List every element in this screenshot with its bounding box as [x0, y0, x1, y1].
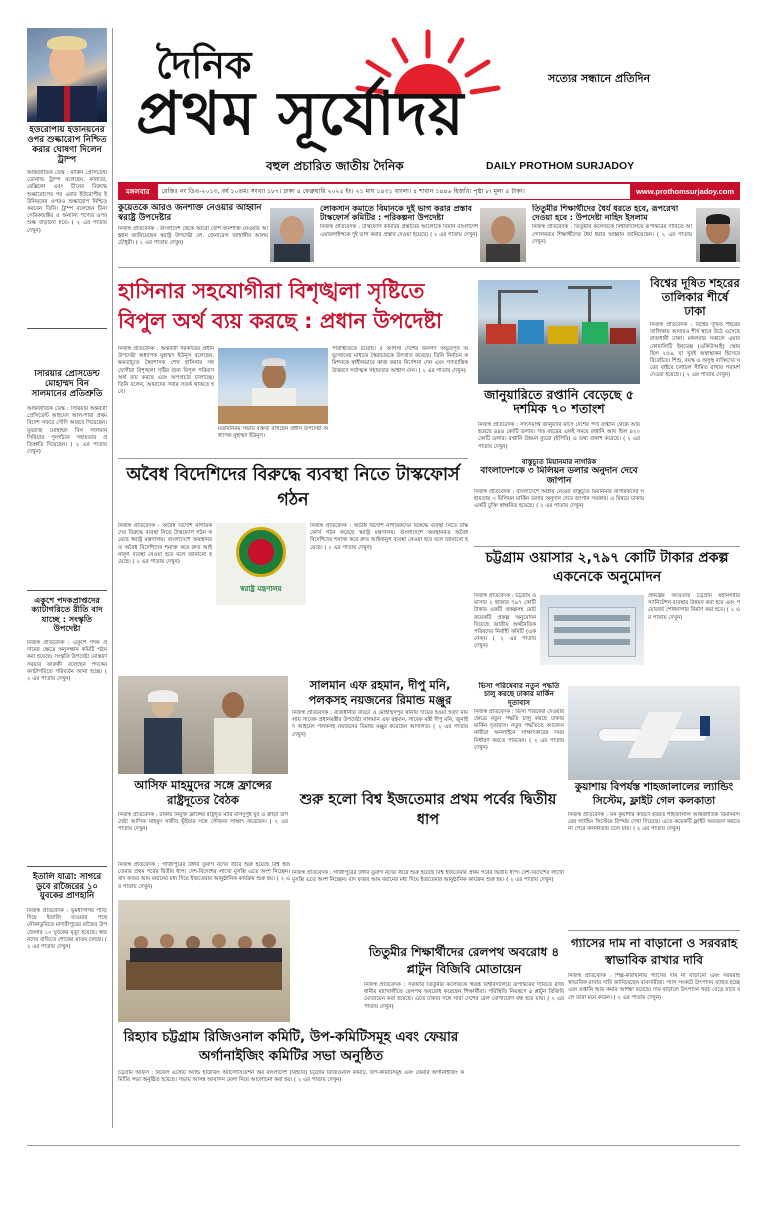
titumir-body: নিজস্ব প্রতিবেদক : সরকারি তিতুমীর কলেজকে স্বতন্ত্র বিশ্ববিদ্যালয়ে রূপান্তরের দাবিতে রাজধানীর মহাখালীতে রেলপথ অবরোধ করেছেন শিক্ষার্থীরা। পরিস্থিতি নিয়ন্ত্রণে ৪ প্লাটুন বিজিবি মোতায়েন করা হয়েছে। এতে ঢাকার সঙ্গে সারা দেশের রেল যোগাযোগ বন্ধ হয়ে যায়। ( ২ এর পাতায় দেখুন) — [364, 982, 564, 1010]
asif-headline: আসিফ মাহমুদের সঙ্গে ফ্রান্সের রাষ্ট্রদূতের বৈঠক — [134, 778, 272, 807]
visa-story — [474, 682, 564, 792]
planning-adviser-photo — [480, 208, 526, 262]
home-ministry-logo — [216, 523, 306, 605]
rehab-meeting-photo — [118, 900, 290, 1022]
fog-headline: কুয়াশায় বিপর্যস্ত শাহজালালের ল্যান্ডিং সিস্টেম, ফ্লাইট গেল কলকাতা — [574, 781, 734, 807]
top-strip-item-2 — [320, 204, 478, 266]
top-strip-1-body: নিজস্ব প্রতিবেদক : বাংলাদেশ থেকে আরো বেশি জনশক্তি নেওয়ার আহ্বান জানিয়েছেন স্বরাষ্ট্র উপদেষ্টা লে. জেনারেল জাহাঙ্গীর আলম চৌধুরী। ( ২ এর পাতায় দেখুন) — [118, 225, 268, 246]
ijtema-story — [292, 790, 564, 864]
lead-story — [118, 276, 468, 450]
top-strip-1-headline: কুয়েতকে আরও জনশক্তি নেওয়ার আহ্বান স্বরাষ্ট্র উপদেষ্টার — [118, 204, 262, 223]
wasa-building-photo — [540, 595, 644, 665]
rehab-body: চট্টগ্রাম অফিস : রিয়েল এস্টেট অ্যান্ড হাউজিং অ্যাসোসিয়েশন অব বাংলাদেশ (রিহ্যাব) চট্টগ্রাম রিজিওনাল কমিটি, উপ-কমিটিসমূহ এবং ফেয়ার অর্গানাইজিং কমিটির সভা অনুষ্ঠিত হয়েছে। সভায় আসন্ন আবাসন মেলা নিয়ে আলোচনা করা হয়। ( ২ এর পাতায় দেখুন) — [118, 1070, 464, 1084]
taskforce-story — [118, 458, 468, 670]
rehab-headline: রিহ্যাব চট্টগ্রাম রিজিওনাল কমিটি, উপ-কমিটিসমূহ এবং ফেয়ার অর্গানাইজিং কমিটির সভা অনুষ্ঠিত — [123, 1029, 459, 1064]
lead-photo-caption: মতবিনিময় সভায় বক্তব্য রাখছেন প্রধান উপদেষ্টা অধ্যাপক মুহাম্মদ ইউনূস। — [218, 426, 328, 440]
port-photo — [478, 280, 640, 384]
visa-body: নিজস্ব প্রতিবেদক : ভিসা পরিষেবা দেওয়ার ক্ষেত্রে নতুন পদ্ধতি চালু করছে ঢাকার মার্কিন দূতাবাস। নতুন পদ্ধতিতে আবেদনকারীরা অনলাইনে সাক্ষাৎকারের সময় নির্ধারণ করতে পারবেন। ( ২ এর পাতায় দেখুন) — [474, 708, 564, 751]
asif-meeting-photo — [118, 676, 288, 774]
lead-body-2: পরিস্থিতিতে রয়েছি। ৫ আগস্ট দেশের জনগণ অভূতপূর্ব অভ্যুত্থানের মাধ্যমে স্বৈরাচারকে উৎখাত করেছে। তিনি নির্বাচন কমিশনকে স্বাধীনভাবে কাজ করার নির্দেশনা দেন এবং গণতান্ত্রিক উত্তরণে সর্বাত্মক সহায়তার আশ্বাস দেন। ( ২ এর পাতায় দেখুন) — [332, 346, 468, 374]
top-strip-2-body: নিজস্ব প্রতিবেদক : টাস্কফোর্স কমিটির প্রস্তাবের আলোকে বিমান বাংলাদেশ এয়ারলাইন্সকে দুই ভাগ করার প্রস্তাব দেওয়া হয়েছে। ( ২ এর পাতায় দেখুন) — [320, 224, 478, 238]
export-body: নিজস্ব প্রতিবেদক : সদ্যসমাপ্ত জানুয়ারি মাসে দেশের পণ্য রপ্তানি থেকে আয় হয়েছে ৪৪৪ কোটি ডলার। গত বছরের একই সময়ে রপ্তানি আয় ছিল ৪২০ কোটি ডলার। রপ্তানি উন্নয়ন ব্যুরো (ইপিবি) এ তথ্য প্রকাশ করেছে। ( ২ এর পাতায় দেখুন) — [478, 422, 640, 450]
left-column — [27, 28, 107, 1128]
export-story — [474, 276, 644, 450]
left-story-4-body: নিজস্ব প্রতিবেদক : ভূমধ্যসাগর পাড়ি দিয়ে ইতালি যাওয়ার পথে নৌকাডুবিতে মাদারীপুরের রাজৈর উপজেলার ১০ যুবকের মৃত্যু হয়েছে। স্বজনদের বাড়িতে শোকের মাতম চলছে। ( ২ এর পাতায় দেখুন) — [27, 908, 107, 951]
taskforce-body-left: নিজস্ব প্রতিবেদক : অবৈধ বিদেশি নাগরিকদের বিরুদ্ধে ব্যবস্থা নিতে টাস্কফোর্স গঠন করেছে স্বরাষ্ট্র মন্ত্রণালয়। বাংলাদেশে অবস্থানরত অবৈধ বিদেশিদের শনাক্ত করে দ্রুত আইনানুগ ব্যবস্থা নেওয়া হবে বলে জানানো হয়েছে। ( ২ এর পাতায় দেখুন) — [118, 523, 212, 566]
top-strip-3-body: নিজস্ব প্রতিবেদক : তিতুমীর কলেজকে বিশ্ববিদ্যালয়ে রূপান্তরের দাবিতে আন্দোলনরত শিক্ষার্থীদের ধৈর্য ধরার আহ্বান জানিয়েছেন। ( ২ এর পাতায় দেখুন) — [532, 224, 692, 245]
japan-story — [474, 458, 644, 546]
ijtema-side-body: নিজস্ব প্রতিবেদক : গাজীপুরের টঙ্গীর তুরাগ নদের তীরে শুরু হয়েছে বিশ্ব ইজতেমার প্রথম পর্বের দ্বিতীয় ধাপ। দেশ-বিদেশের লাখো মুসল্লি এতে অংশ নিচ্ছেন। বাদ ফজর আম বয়ানের মধ্য দিয়ে ইজতেমার আনুষ্ঠানিক কার্যক্রম শুরু হয়। ( ২ এর পাতায় দেখুন) — [118, 862, 290, 890]
asif-story — [118, 676, 288, 856]
masthead-tagline: সত্যের সন্ধানে প্রতিদিন — [548, 72, 651, 85]
titumir-story — [364, 944, 564, 1140]
ijtema-body: নিজস্ব প্রতিবেদক : গাজীপুরের টঙ্গীর তুরাগ নদের তীরে শুরু হয়েছে বিশ্ব ইজতেমার প্রথম পর্বের দ্বিতীয় ধাপ। দেশ-বিদেশের লাখো মুসল্লি এতে অংশ নিচ্ছেন। বাদ ফজর আম বয়ানের মধ্য দিয়ে ইজতেমার আনুষ্ঠানিক কার্যক্রম শুরু হয়। ( ২ এর পাতায় দেখুন) — [292, 870, 564, 884]
top-strip-3-headline: তিতুমীর শিক্ষার্থীদের ধৈর্য ধরতে হবে, রূপরেখা দেওয়া হবে : উপদেষ্টা নাহিদ ইসলাম — [532, 204, 679, 223]
chief-adviser-photo — [218, 348, 328, 424]
gas-body: নিজস্ব প্রতিবেদক : শিল্প-কারখানায় গ্যাসের দাম না বাড়ানো এবং সরবরাহ স্বাভাবিক রাখার দাবি জানিয়েছেন ব্যবসায়ীরা। গ্যাস সংকটে উৎপাদন ব্যাহত হচ্ছে এবং রপ্তানি আয় কমার আশঙ্কা রয়েছে। দাম বাড়ালে উৎপাদন খরচ বেড়ে যাবে বলে তারা মনে করেন। ( ২ এর পাতায় দেখুন) — [568, 973, 740, 1001]
fog-body: নিজস্ব প্রতিবেদক : ঘন কুয়াশার কারণে হযরত শাহজালাল আন্তর্জাতিক বিমানবন্দরের ল্যান্ডিং সিস্টেমে বিপর্যয় দেখা দিয়েছে। এতে কয়েকটি ফ্লাইট অবতরণ করতে না পেরে কলকাতায় চলে যায়। ( ২ এর পাতায় দেখুন) — [568, 812, 740, 833]
airport-fog-photo — [568, 686, 740, 780]
left-story-1-body: আন্তর্জাতিক ডেস্ক : মার্কিন প্রেসিডেন্ট ডোনাল্ড ট্রাম্প বলেছেন, কানাডা, মেক্সিকো এবং চীনের বিরুদ্ধে শুল্কারোপের পর এবার ইউরোপীয় ইউনিয়নের ওপরও শুল্কারোপ নিশ্চিত করবেন তিনি। ট্রাম্প বলেছেন চীনা সেমিকন্ডাক্টর ও অন্যান্য পণ্যের ওপর শুল্ক বাড়ানো হবে। ( ২ এর পাতায় দেখুন) — [27, 170, 107, 234]
left-story-3-body: নিজস্ব প্রতিবেদক : একুশে পদক প্রদানের ক্ষেত্রে অনুসন্ধান কমিটি গঠন করা হয়েছে। সংস্কৃতি উপদেষ্টা মোস্তফা সরয়ার ফারুকী বলেছেন পদকের ক্যাটাগরিতে পরিবর্তন আনা হচ্ছে। ( ২ এর পাতায় দেখুন) — [27, 640, 107, 683]
top-strip-item-3 — [532, 204, 692, 266]
left-story-2-body: আন্তর্জাতিক ডেস্ক : সিরিয়ার অন্তর্বর্তী প্রেসিডেন্ট আহমেদ আল-শারা প্রথম বিদেশ সফরে সৌদি আরবে গিয়েছেন। যুবরাজ মোহাম্মদ বিন সালমান সিরিয়ার পুনর্গঠনে সহায়তার প্রতিশ্রুতি দিয়েছেন। ( ২ এর পাতায় দেখুন) — [27, 406, 107, 456]
trump-photo — [27, 28, 107, 122]
column-rule — [112, 28, 113, 1128]
left-story-2-headline: সিরিয়ার প্রেসিডেন্ট মোহাম্মদ বিন সালমানের প্রতিশ্রুতি — [31, 370, 103, 399]
fog-text — [568, 780, 740, 920]
left-story-1-headline: ইউরোপীয় ইউনিয়নের ওপর শুল্কারোপ নিশ্চিত করার ঘোষণা দিলেন ট্রাম্প — [27, 126, 107, 165]
gas-story — [568, 930, 740, 1110]
divider — [27, 590, 107, 591]
remand-headline: সালমান এফ রহমান, দীপু মনি, পলকসহ নয়জনের রিমান্ড মঞ্জুর — [308, 678, 452, 707]
asif-body: নিজস্ব প্রতিবেদক : ঢাকায় নিযুক্ত ফ্রান্সের রাষ্ট্রদূত মারি মাসদুপুই যুব ও ক্রীড়া উপদেষ্টা আসিফ মাহমুদ সজীব ভূঁইয়ার সঙ্গে সৌজন্য সাক্ষাৎ করেছেন। ( ২ এর পাতায় দেখুন) — [118, 812, 288, 833]
polluted-city-body: নিজস্ব প্রতিবেদক : বিশ্বের দূষিত শহরের তালিকায় আবারও শীর্ষ স্থানে উঠে এসেছে রাজধানী ঢাকা। মঙ্গলবার সকালে এয়ার কোয়ালিটি ইনডেক্স (একিউআই) স্কোর ছিল ২৫৬, যা খুবই অস্বাস্থ্যকর হিসেবে বিবেচিত। শিশু, বয়স্ক ও অসুস্থ ব্যক্তিদের ঘরের বাইরে চলাচল সীমিত রাখার পরামর্শ দেওয়া হয়েছে। ( ২ এর পাতায় দেখুন) — [650, 322, 740, 379]
top-strip-2-headline: লোকসান কমাতে বিমানকে দুই ভাগ করার প্রস্তাব টাস্কফোর্স কমিটির : পরিকল্পনা উপদেষ্টা — [320, 204, 472, 223]
left-story-3-headline: একুশে পদকপ্রাপ্তদের ক্যাটাগরিতে রীতি বাদ যাচ্ছে : সংস্কৃতি উপদেষ্টা — [31, 596, 103, 634]
export-headline: জানুয়ারিতে রপ্তানি বেড়েছে ৫ দশমিক ৭০ শতাংশ — [484, 388, 634, 417]
top-strip-item-1 — [118, 204, 268, 266]
wasa-story — [474, 546, 740, 676]
bottom-rule — [27, 1145, 740, 1146]
taskforce-headline: অবৈধ বিদেশিদের বিরুদ্ধে ব্যবস্থা নিতে টাস্কফোর্স গঠন — [126, 465, 460, 510]
masthead-title-line1: দৈনিক — [156, 42, 252, 87]
wasa-body-2: প্রকল্পের আওতায় চট্টগ্রাম মহানগরীর স্যানিটেশন ব্যবস্থার উন্নয়ন করা হবে এবং পয়োবর্জ্য শোধনাগার নির্মাণ করা হবে। ( ২ এর পাতায় দেখুন) — [648, 593, 740, 621]
masthead — [118, 28, 740, 178]
home-adviser-photo — [270, 208, 314, 262]
nahid-islam-photo — [696, 208, 740, 262]
japan-kicker: বাস্তুচ্যুত মিয়ানমার নাগরিক — [521, 458, 597, 466]
left-story-4-headline: ইতালি যাত্রা: সাগরে ডুবে রাজৈরের ১০ যুবকের প্রাণহানি — [32, 872, 102, 901]
masthead-title-line2: প্রথম সূর্যোদয় — [136, 79, 465, 149]
gas-headline: গ্যাসের দাম না বাড়ানো ও সরবরাহ স্বাভাবিক রাখার দাবি — [570, 936, 738, 967]
visa-headline: ভিসা পরিষেবার নতুন পদ্ধতি চালু করছে ঢাকার মার্কিন দূতাবাস — [478, 682, 560, 707]
home-ministry-logo-text: স্বরাষ্ট্র মন্ত্রণালয় — [240, 585, 282, 593]
japan-body: নিজস্ব প্রতিবেদক : বাংলাদেশে আশ্রয় নেওয়া বাস্তুচ্যুত মিয়ানমার নাগরিকদের সহায়তায় ৩ মিলিয়ন মার্কিন ডলার অনুদান দেবে জাপান সরকার। এ বিষয়ে ঢাকায় একটি চুক্তি স্বাক্ষরিত হয়েছে। ( ২ এর পাতায় দেখুন) — [474, 488, 644, 510]
polluted-city-story — [650, 276, 740, 494]
remand-story — [292, 678, 468, 782]
masthead-subtitle-bn: বহুল প্রচারিত জাতীয় দৈনিক — [266, 159, 404, 173]
japan-headline: বাংলাদেশকে ৩ মিলিয়ন ডলার অনুদান দেবে জাপান — [480, 466, 638, 487]
top-strip — [118, 204, 740, 268]
taskforce-body-right: নিজস্ব প্রতিবেদক : অবৈধ বিদেশি নাগরিকদের বিরুদ্ধে ব্যবস্থা নিতে টাস্কফোর্স গঠন করেছে স্বরাষ্ট্র মন্ত্রণালয়। বাংলাদেশে অবস্থানরত অবৈধ বিদেশিদের শনাক্ত করে দ্রুত আইনানুগ ব্যবস্থা নেওয়া হবে বলে জানানো হয়েছে। ( ২ এর পাতায় দেখুন) — [310, 523, 468, 551]
wasa-body-1: নিজস্ব প্রতিবেদক : চট্টগ্রাম ওয়াসার ২ হাজার ৭৯৭ কোটি টাকার একটি প্রকল্পসহ মোট কয়েকটি প্রকল্প অনুমোদন দিয়েছে জাতীয় অর্থনৈতিক পরিষদের নির্বাহী কমিটি (একনেক)। ( ২ এর পাতায় দেখুন) — [474, 593, 536, 650]
dateline-info: রেজিঃ নং ডিএ-২০১৩, বর্ষ ১০তম। সংখ্যা ১৮৭। ঢাকা ৪ ফেব্রুয়ারি ২০২৫ ইং। ২১ মাঘ ১৪৩১ বাংলা। ৪ শাবান ১৪৪৬ হিজরি। পৃষ্ঠা ৮। মূল্য ৫ টাকা। — [161, 188, 525, 195]
titumir-headline: তিতুমীর শিক্ষার্থীদের রেলপথ অবরোধ ৪ প্লাটুন বিজিবি মোতায়েন — [368, 945, 560, 976]
masthead-subtitle-en: DAILY PROTHOM SURJADOY — [486, 160, 635, 172]
ijtema-headline: শুরু হলো বিশ্ব ইজতেমার প্রথম পর্বের দ্বিতীয় ধাপ — [299, 792, 557, 828]
divider — [27, 866, 107, 867]
lead-body-1: নিজস্ব প্রতিবেদক : অন্তর্বর্তী সরকারের প্রধান উপদেষ্টা অধ্যাপক মুহাম্মদ ইউনূস বলেছেন, ক্ষমতাচ্যুত স্বৈরশাসক শেখ হাসিনার সহযোগীরা বিশৃঙ্খলা সৃষ্টির জন্য বিপুল পরিমাণ অর্থ ব্যয় করছে এবং অপপ্রচার চালাচ্ছে। তিনি বলেন, আমাদের সবার সতর্ক থাকতে হবে। — [118, 346, 214, 396]
divider — [27, 328, 107, 329]
dateline-day: মঙ্গলবার — [118, 184, 158, 199]
polluted-city-headline: বিশ্বের দূষিত শহরের তালিকার শীর্ষে ঢাকা — [650, 276, 740, 318]
lead-headline: হাসিনার সহযোগীরা বিশৃঙ্খলা সৃষ্টিতে বিপুল অর্থ ব্যয় করছে : প্রধান উপদেষ্টা — [118, 279, 443, 333]
remand-body: নিজস্ব প্রতিবেদক : রাজধানীর বাড্ডা ও মোহাম্মদপুর থানায় দায়ের হওয়া হত্যা মামলায় সাবেক প্রধানমন্ত্রীর উপদেষ্টা সালমান এফ রহমান, সাবেক মন্ত্রী দীপু মনি, জুনাইদ আহমেদ পলকসহ নয়জনের রিমান্ড মঞ্জুর করেছেন আদালত। ( ২ এর পাতায় দেখুন) — [292, 710, 468, 738]
wasa-headline: চট্টগ্রাম ওয়াসার ২,৭৯৭ কোটি টাকার প্রকল্প একনেকে অনুমোদন — [485, 550, 729, 585]
dateline-bar — [118, 182, 740, 200]
website-link[interactable]: www.prothomsurjadoy.com — [630, 184, 740, 199]
